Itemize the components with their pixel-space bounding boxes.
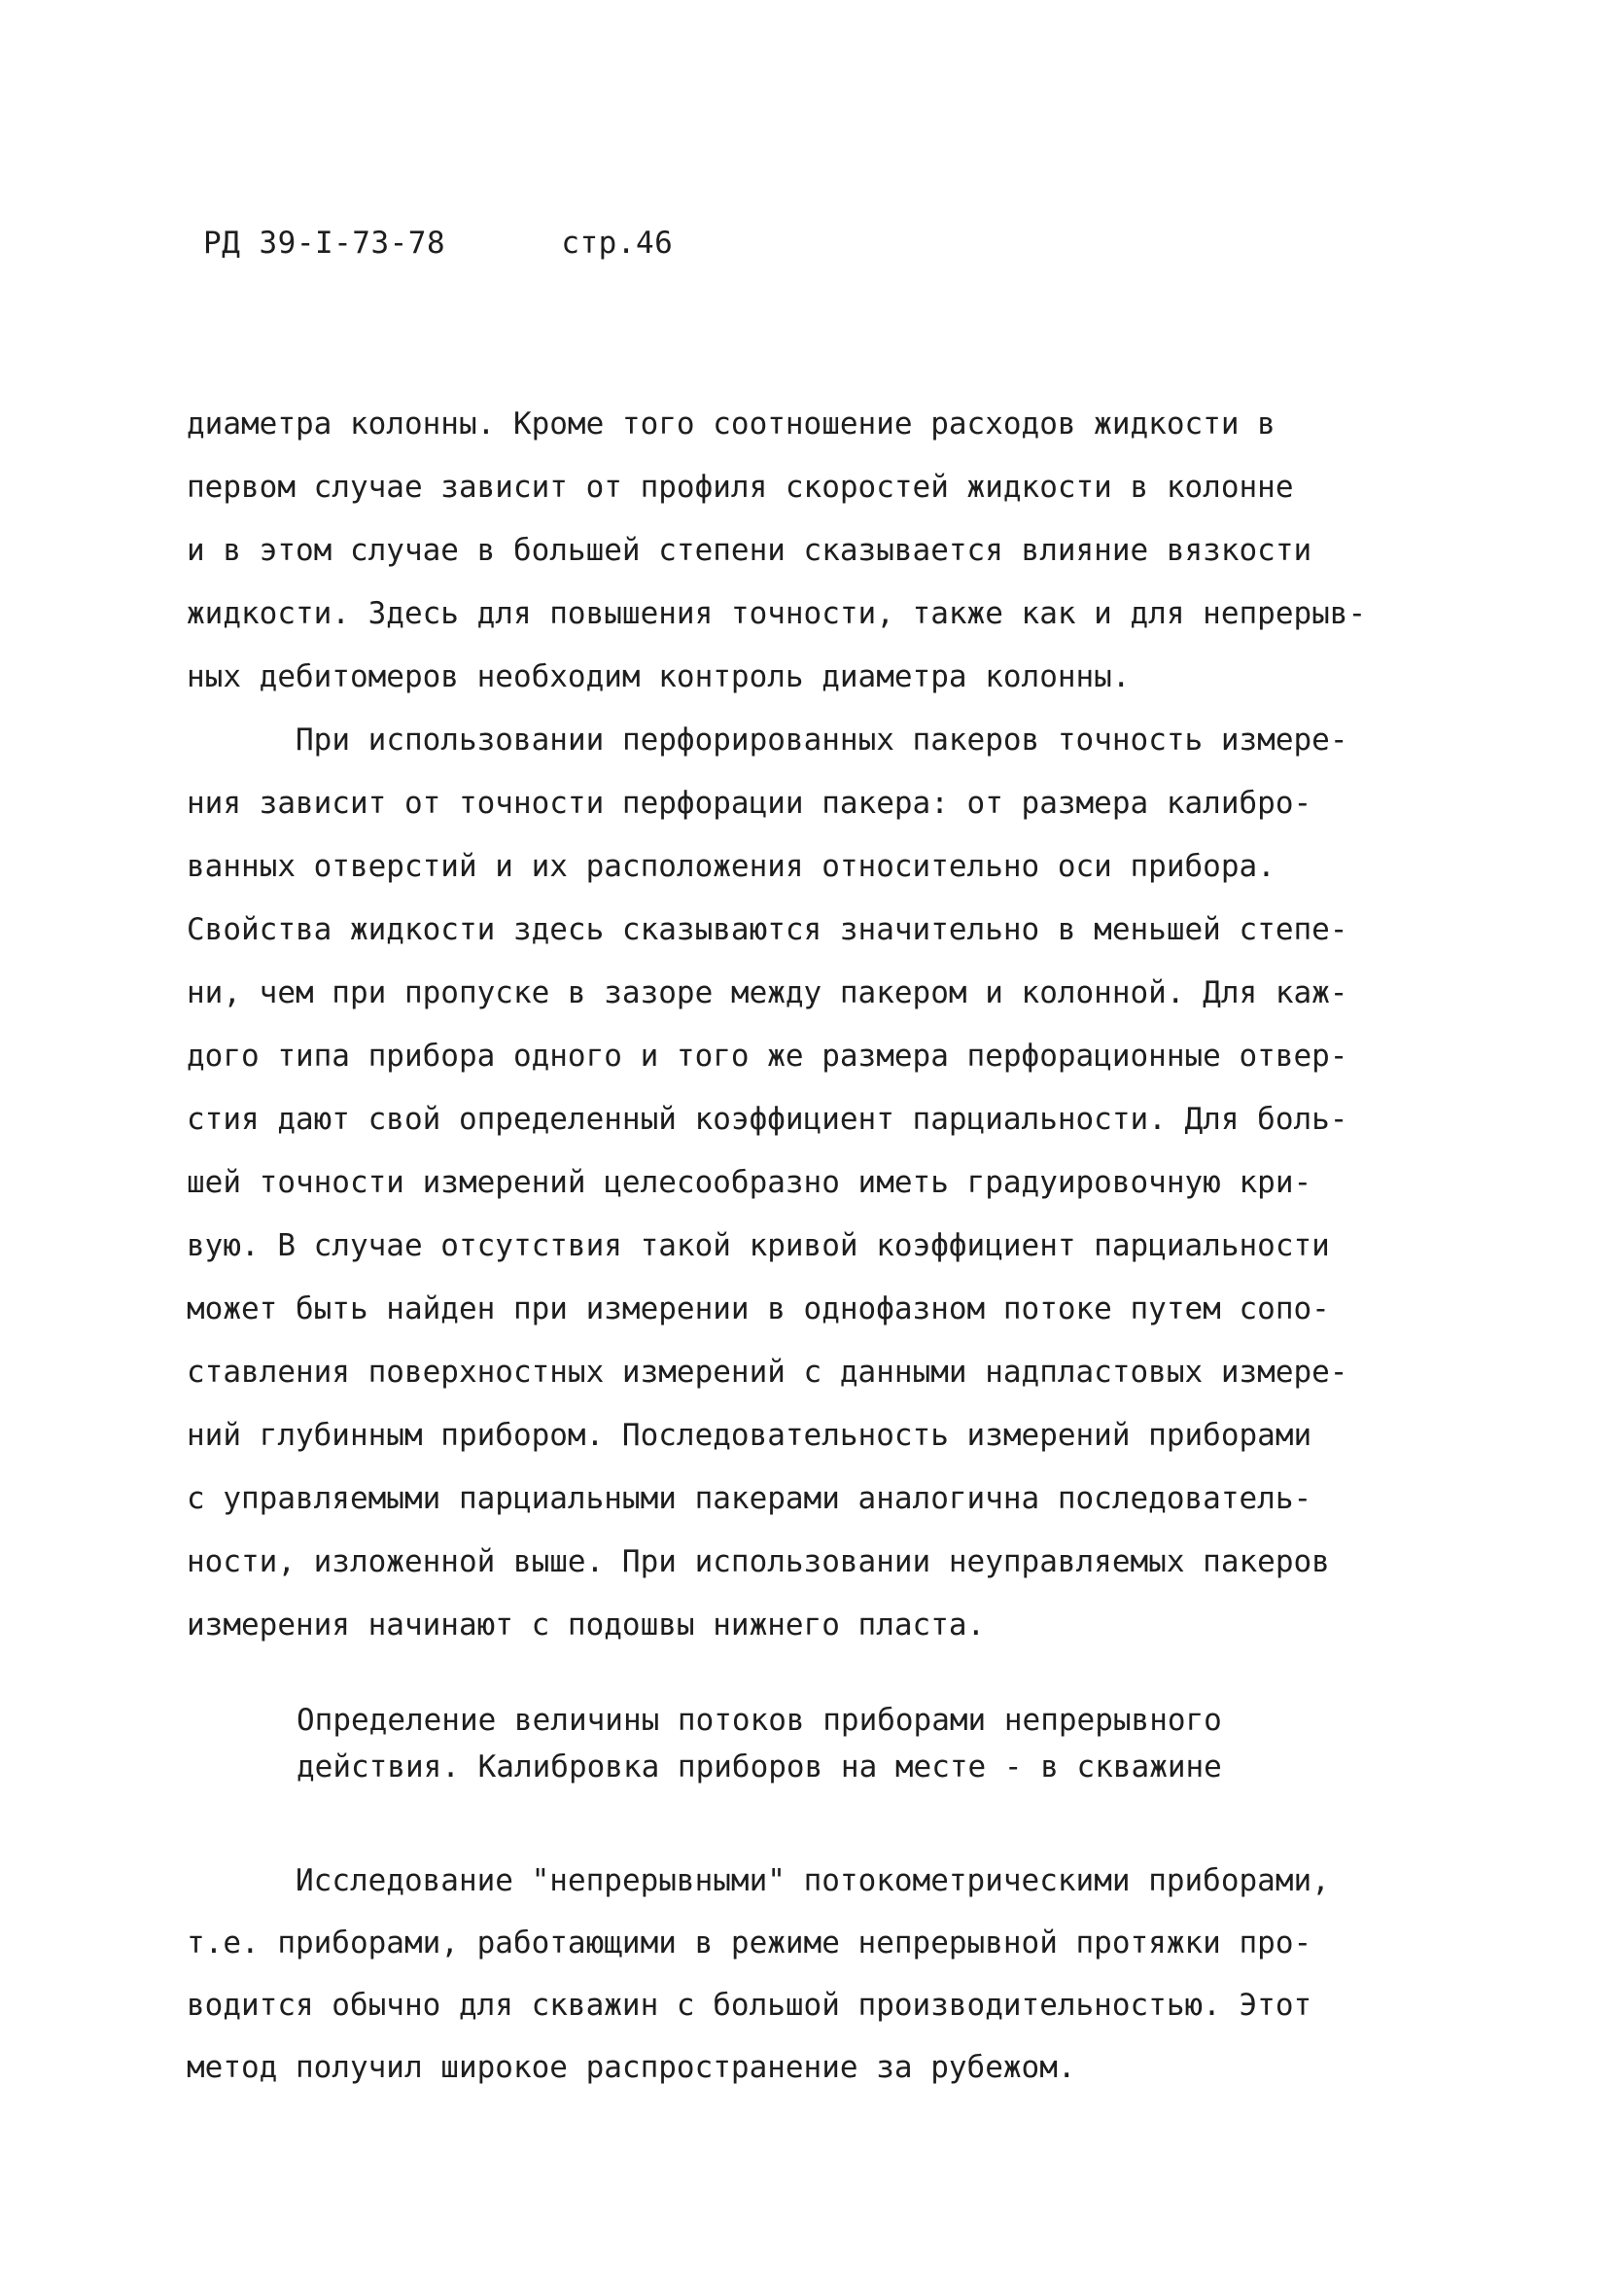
text-line: и в этом случае в большей степени сказывается влияние вязкости (187, 533, 1312, 568)
text-line: ных дебитомеров необходим контроль диаметра колонны. (187, 659, 1131, 694)
page-header (203, 226, 673, 261)
text-line: Исследование "непрерывными" потокометрическими приборами, (296, 1863, 1330, 1898)
text-line: вую. В случае отсутствия такой кривой коэффициент парциальности (187, 1228, 1330, 1263)
text-line: жидкости. Здесь для повышения точности, также как и для непрерыв- (187, 596, 1367, 631)
text-line: ний глубинным прибором. Последовательность измерений приборами (187, 1418, 1312, 1453)
text-line: измерения начинают с подошвы нижнего пласта. (187, 1607, 986, 1643)
text-line: ния зависит от точности перфорации пакера: от размера калибро- (187, 786, 1312, 821)
text-line: диаметра колонны. Кроме того соотношение расходов жидкости в (187, 406, 1276, 442)
text-line: ни, чем при пропуске в зазоре между пакером и колонной. Для каж- (187, 975, 1348, 1010)
document-code: РД 39-I-73-78 (203, 226, 446, 261)
paragraph-3 (187, 1850, 1460, 2099)
text-line: ставления поверхностных измерений с данными надпластовых измере- (187, 1355, 1348, 1390)
text-line: шей точности измерений целесообразно иметь градуировочную кри- (187, 1165, 1312, 1200)
text-line: стия дают свой определенный коэффициент парциальности. Для боль- (187, 1102, 1348, 1137)
text-line: Свойства жидкости здесь сказываются значительно в меньшей степе- (187, 912, 1348, 947)
text-line: первом случае зависит от профиля скоростей жидкости в колонне (187, 470, 1294, 505)
text-line: метод получил широкое распространение за рубежом. (187, 2050, 1076, 2085)
text-line: водится обычно для скважин с большой производительностью. Этот (187, 1988, 1312, 2023)
page-number: стр.46 (561, 226, 674, 261)
text-line: дого типа прибора одного и того же размера перфорационные отвер- (187, 1039, 1348, 1074)
text-line: ности, изложенной выше. При использовании неуправляемых пакеров (187, 1544, 1330, 1579)
text-line: может быть найден при измерении в однофазном потоке путем сопо- (187, 1291, 1330, 1326)
text-line: При использовании перфорированных пакеров точность измере- (296, 723, 1348, 758)
paragraph-2 (187, 709, 1460, 1657)
text-line: ванных отверстий и их расположения относительно оси прибора. (187, 849, 1276, 884)
paragraph-1 (187, 393, 1460, 709)
heading-line: действия. Калибровка приборов на месте - в скважине (297, 1749, 1222, 1784)
text-line: с управляемыми парциальными пакерами аналогична последователь- (187, 1481, 1312, 1516)
section-heading (297, 1697, 1222, 1790)
heading-line: Определение величины потоков приборами непрерывного (297, 1703, 1222, 1738)
text-line: т.е. приборами, работающими в режиме непрерывной протяжки про- (187, 1925, 1312, 1960)
body-text-upper (187, 393, 1460, 1657)
